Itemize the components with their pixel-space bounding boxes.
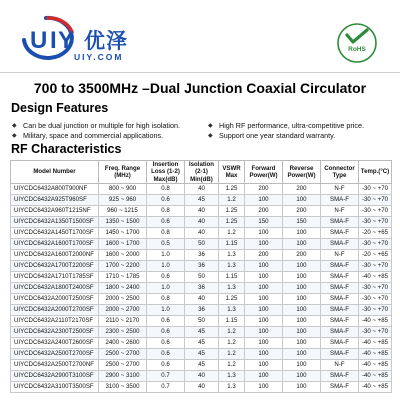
feature-item	[12, 131, 208, 141]
model-number-cell: UIYCDC6432A3100T3500SF	[11, 382, 99, 393]
rf-characteristics-table	[10, 160, 392, 393]
svg-text:Y: Y	[58, 27, 75, 54]
table-cell: 1.3	[219, 382, 245, 393]
table-cell: 100	[283, 272, 321, 283]
table-cell: 100	[283, 283, 321, 294]
table-cell: 1.3	[219, 250, 245, 261]
table-cell: 100	[245, 195, 283, 206]
table-cell: 45	[185, 349, 219, 360]
table-cell: 1710 ~ 1785	[99, 272, 147, 283]
column-header: Isolation (2-1) Min(dB)	[185, 161, 219, 184]
column-header: VSWR Max	[219, 161, 245, 184]
feature-text: Can be dual junction or multiple for high isolation.	[23, 121, 181, 130]
table-cell: 100	[245, 305, 283, 316]
table-cell: 0.8	[147, 228, 185, 239]
table-cell: 1.3	[219, 283, 245, 294]
table-row	[11, 272, 392, 283]
table-cell: 1.0	[147, 250, 185, 261]
table-cell: -30 ~ +70	[359, 261, 392, 272]
table-cell: 100	[283, 349, 321, 360]
table-cell: 100	[245, 272, 283, 283]
feature-item	[208, 121, 364, 131]
table-cell: 0.6	[147, 217, 185, 228]
table-cell: 1.3	[219, 261, 245, 272]
table-cell: SMA-F	[321, 228, 359, 239]
model-number-cell: UIYCDC6432A1710T1785SF	[11, 272, 99, 283]
table-cell: SMA-F	[321, 327, 359, 338]
table-row	[11, 239, 392, 250]
table-row	[11, 184, 392, 195]
header-divider	[0, 72, 400, 73]
bullet-icon: ◆	[208, 123, 213, 129]
table-cell: 100	[283, 228, 321, 239]
table-cell: SMA-F	[321, 338, 359, 349]
table-cell: SMA-F	[321, 382, 359, 393]
table-cell: 100	[245, 261, 283, 272]
table-cell: -40 ~ +85	[359, 338, 392, 349]
table-cell: SMA-F	[321, 239, 359, 250]
table-cell: 0.8	[147, 294, 185, 305]
table-cell: 100	[245, 371, 283, 382]
table-cell: 40	[185, 382, 219, 393]
table-cell: 200	[283, 184, 321, 195]
table-row	[11, 338, 392, 349]
table-cell: -20 ~ +65	[359, 228, 392, 239]
brand-domain: UIY.COM	[74, 52, 124, 62]
rohs-check-icon	[336, 22, 378, 64]
table-cell: 100	[283, 261, 321, 272]
model-number-cell: UIYCDC6432A2500T2700SF	[11, 349, 99, 360]
table-cell: 100	[245, 228, 283, 239]
table-row	[11, 294, 392, 305]
table-cell: SMA-F	[321, 283, 359, 294]
table-cell: 1.0	[147, 261, 185, 272]
column-header: Reverse Power(W)	[283, 161, 321, 184]
bullet-icon: ◆	[12, 123, 17, 129]
table-cell: -40 ~ +85	[359, 371, 392, 382]
table-body	[11, 184, 392, 393]
table-cell: SMA-F	[321, 272, 359, 283]
table-cell: 100	[245, 316, 283, 327]
table-cell: -30 ~ +70	[359, 184, 392, 195]
table-cell: 40	[185, 228, 219, 239]
column-header: Freq. Range (MHz)	[99, 161, 147, 184]
table-cell: SMA-F	[321, 371, 359, 382]
table-cell: 0.5	[147, 239, 185, 250]
table-cell: -30 ~ +70	[359, 283, 392, 294]
table-cell: 100	[283, 239, 321, 250]
model-number-cell: UIYCDC6432A1600T2000NF	[11, 250, 99, 261]
table-cell: 100	[245, 239, 283, 250]
table-row	[11, 217, 392, 228]
svg-text:U: U	[30, 27, 48, 54]
column-header: Insertion Loss (1-2) Max(dB)	[147, 161, 185, 184]
table-cell: 36	[185, 250, 219, 261]
table-cell: 1.2	[219, 195, 245, 206]
model-number-cell: UIYCDC6432A1600T1700SF	[11, 239, 99, 250]
table-cell: 100	[245, 283, 283, 294]
table-cell: N-F	[321, 206, 359, 217]
table-cell: 0.6	[147, 316, 185, 327]
model-number-cell: UIYCDC6432A1350T1500SF	[11, 217, 99, 228]
table-cell: 200	[245, 250, 283, 261]
table-cell: 150	[283, 217, 321, 228]
table-row	[11, 283, 392, 294]
table-cell: 100	[283, 327, 321, 338]
table-cell: 40	[185, 206, 219, 217]
table-cell: -40 ~ +85	[359, 382, 392, 393]
table-cell: 1.2	[219, 360, 245, 371]
model-number-cell: UIYCDC6432A2500T2700NF	[11, 360, 99, 371]
table-cell: N-F	[321, 250, 359, 261]
table-cell: 1.25	[219, 217, 245, 228]
table-cell: 2000 ~ 2500	[99, 294, 147, 305]
table-row	[11, 195, 392, 206]
table-cell: 1.2	[219, 349, 245, 360]
table-cell: 1700 ~ 2200	[99, 261, 147, 272]
model-number-cell: UIYCDC6432A800T900NF	[11, 184, 99, 195]
table-cell: -20 ~ +65	[359, 250, 392, 261]
column-header: Forward Power(W)	[245, 161, 283, 184]
table-cell: 0.6	[147, 195, 185, 206]
table-cell: 100	[283, 371, 321, 382]
rohs-label: RoHS	[348, 46, 366, 53]
table-cell: 100	[283, 316, 321, 327]
table-cell: 2110 ~ 2170	[99, 316, 147, 327]
logo-mark-icon	[18, 14, 78, 60]
table-cell: 50	[185, 316, 219, 327]
feature-text: High RF performance, ultra-competitive price.	[219, 121, 364, 130]
table-row	[11, 250, 392, 261]
rohs-badge	[336, 22, 378, 64]
table-cell: 2900 ~ 3100	[99, 371, 147, 382]
table-cell: SMA-F	[321, 316, 359, 327]
table-cell: 200	[245, 206, 283, 217]
table-cell: 50	[185, 272, 219, 283]
table-cell: 100	[283, 305, 321, 316]
feature-item	[208, 131, 335, 141]
table-cell: 1450 ~ 1700	[99, 228, 147, 239]
table-cell: 100	[283, 294, 321, 305]
page-title: 700 to 3500MHz –Dual Junction Coaxial Circulator	[33, 80, 367, 96]
table-cell: 100	[283, 195, 321, 206]
table-cell: 100	[245, 360, 283, 371]
table-cell: 1.15	[219, 272, 245, 283]
model-number-cell: UIYCDC6432A925T960SF	[11, 195, 99, 206]
table-cell: 40	[185, 294, 219, 305]
table-cell: 100	[245, 294, 283, 305]
table-cell: -30 ~ +70	[359, 327, 392, 338]
table-cell: SMA-F	[321, 305, 359, 316]
model-number-cell: UIYCDC6432A2000T2700SF	[11, 305, 99, 316]
model-number-cell: UIYCDC6432A2000T2500SF	[11, 294, 99, 305]
table-cell: 100	[283, 338, 321, 349]
table-cell: 925 ~ 960	[99, 195, 147, 206]
model-number-cell: UIYCDC6432A2400T2600SF	[11, 338, 99, 349]
table-row	[11, 360, 392, 371]
rf-characteristics-heading: RF Characteristics	[11, 142, 122, 156]
table-cell: SMA-F	[321, 195, 359, 206]
table-cell: 2400 ~ 2600	[99, 338, 147, 349]
table-cell: -40 ~ +85	[359, 349, 392, 360]
model-number-cell: UIYCDC6432A2300T2500SF	[11, 327, 99, 338]
table-cell: 960 ~ 1215	[99, 206, 147, 217]
table-cell: 1350 ~ 1500	[99, 217, 147, 228]
table-cell: 1.0	[147, 305, 185, 316]
table-cell: 1.25	[219, 184, 245, 195]
model-number-cell: UIYCDC6432A1700T2200SF	[11, 261, 99, 272]
table-cell: 1.2	[219, 338, 245, 349]
table-cell: 1.3	[219, 371, 245, 382]
table-cell: -30 ~ +70	[359, 206, 392, 217]
table-cell: 2000 ~ 2700	[99, 305, 147, 316]
model-number-cell: UIYCDC6432A2110T2170SF	[11, 316, 99, 327]
brand-logo	[18, 14, 168, 66]
column-header: Temp.(°C)	[359, 161, 392, 184]
model-number-cell: UIYCDC6432A960T1215NF	[11, 206, 99, 217]
table-cell: SMA-F	[321, 217, 359, 228]
table-cell: 1.2	[219, 228, 245, 239]
table-cell: -30 ~ +70	[359, 217, 392, 228]
table-cell: 150	[245, 217, 283, 228]
table-cell: 200	[283, 206, 321, 217]
table-cell: N-F	[321, 360, 359, 371]
design-features-heading: Design Features	[11, 101, 109, 115]
table-cell: 0.6	[147, 272, 185, 283]
table-row	[11, 316, 392, 327]
table-row	[11, 206, 392, 217]
table-cell: 1.25	[219, 294, 245, 305]
table-cell: 2500 ~ 2700	[99, 360, 147, 371]
table-header-row	[11, 161, 392, 184]
feature-text: Military, space and commercial applications.	[23, 131, 164, 140]
bullet-icon: ◆	[208, 133, 213, 139]
table-cell: -30 ~ +70	[359, 239, 392, 250]
table-cell: -40 ~ +85	[359, 360, 392, 371]
table-cell: 100	[245, 349, 283, 360]
table-cell: 36	[185, 283, 219, 294]
model-number-cell: UIYCDC6432A1450T1700SF	[11, 228, 99, 239]
table-cell: -40 ~ +85	[359, 272, 392, 283]
table-cell: 40	[185, 371, 219, 382]
table-cell: 1.15	[219, 239, 245, 250]
table-cell: 0.8	[147, 206, 185, 217]
table-cell: 45	[185, 360, 219, 371]
table-cell: 1600 ~ 2000	[99, 250, 147, 261]
table-cell: SMA-F	[321, 349, 359, 360]
design-features-list	[12, 121, 392, 141]
table-cell: SMA-F	[321, 294, 359, 305]
table-cell: SMA-F	[321, 261, 359, 272]
table-cell: N-F	[321, 184, 359, 195]
table-cell: 0.7	[147, 382, 185, 393]
table-cell: -30 ~ +70	[359, 195, 392, 206]
table-cell: 1.0	[147, 283, 185, 294]
table-cell: 100	[283, 360, 321, 371]
table-row	[11, 305, 392, 316]
table-cell: 100	[245, 338, 283, 349]
table-cell: 100	[245, 382, 283, 393]
table-cell: 1600 ~ 1700	[99, 239, 147, 250]
table-cell: 2300 ~ 2500	[99, 327, 147, 338]
table-cell: -30 ~ +70	[359, 305, 392, 316]
table-row	[11, 327, 392, 338]
table-cell: 50	[185, 239, 219, 250]
table-cell: 1800 ~ 2400	[99, 283, 147, 294]
table-cell: 0.6	[147, 360, 185, 371]
table-cell: -30 ~ +70	[359, 294, 392, 305]
table-cell: -40 ~ +85	[359, 316, 392, 327]
table-cell: 40	[185, 184, 219, 195]
table-row	[11, 349, 392, 360]
table-cell: 0.6	[147, 327, 185, 338]
svg-text:I: I	[50, 27, 57, 54]
table-cell: 1.3	[219, 305, 245, 316]
feature-text: Support one year standard warranty.	[219, 131, 336, 140]
model-number-cell: UIYCDC6432A2900T3100SF	[11, 371, 99, 382]
table-cell: 36	[185, 261, 219, 272]
table-cell: 800 ~ 900	[99, 184, 147, 195]
model-number-cell: UIYCDC6432A1800T2400SF	[11, 283, 99, 294]
table-cell: 200	[283, 250, 321, 261]
column-header: Connector Type	[321, 161, 359, 184]
table-cell: 45	[185, 338, 219, 349]
table-cell: 1.15	[219, 316, 245, 327]
feature-item	[12, 121, 208, 131]
table-cell: 0.7	[147, 371, 185, 382]
bullet-icon: ◆	[12, 133, 17, 139]
table-cell: 1.25	[219, 206, 245, 217]
table-cell: 100	[245, 327, 283, 338]
table-cell: 2500 ~ 2700	[99, 349, 147, 360]
table-cell: 0.6	[147, 349, 185, 360]
table-cell: 100	[283, 382, 321, 393]
table-cell: 200	[245, 184, 283, 195]
page-header	[0, 0, 400, 72]
table-cell: 45	[185, 195, 219, 206]
table-cell: 0.6	[147, 338, 185, 349]
table-cell: 40	[185, 217, 219, 228]
column-header: Model Number	[11, 161, 99, 184]
table-cell: 1.2	[219, 327, 245, 338]
table-row	[11, 382, 392, 393]
table-cell: 45	[185, 327, 219, 338]
table-row	[11, 228, 392, 239]
table-cell: 36	[185, 305, 219, 316]
brand-name-cn: 优泽	[84, 30, 128, 53]
table-cell: 3100 ~ 3500	[99, 382, 147, 393]
table-row	[11, 371, 392, 382]
table-row	[11, 261, 392, 272]
table-cell: 0.8	[147, 184, 185, 195]
